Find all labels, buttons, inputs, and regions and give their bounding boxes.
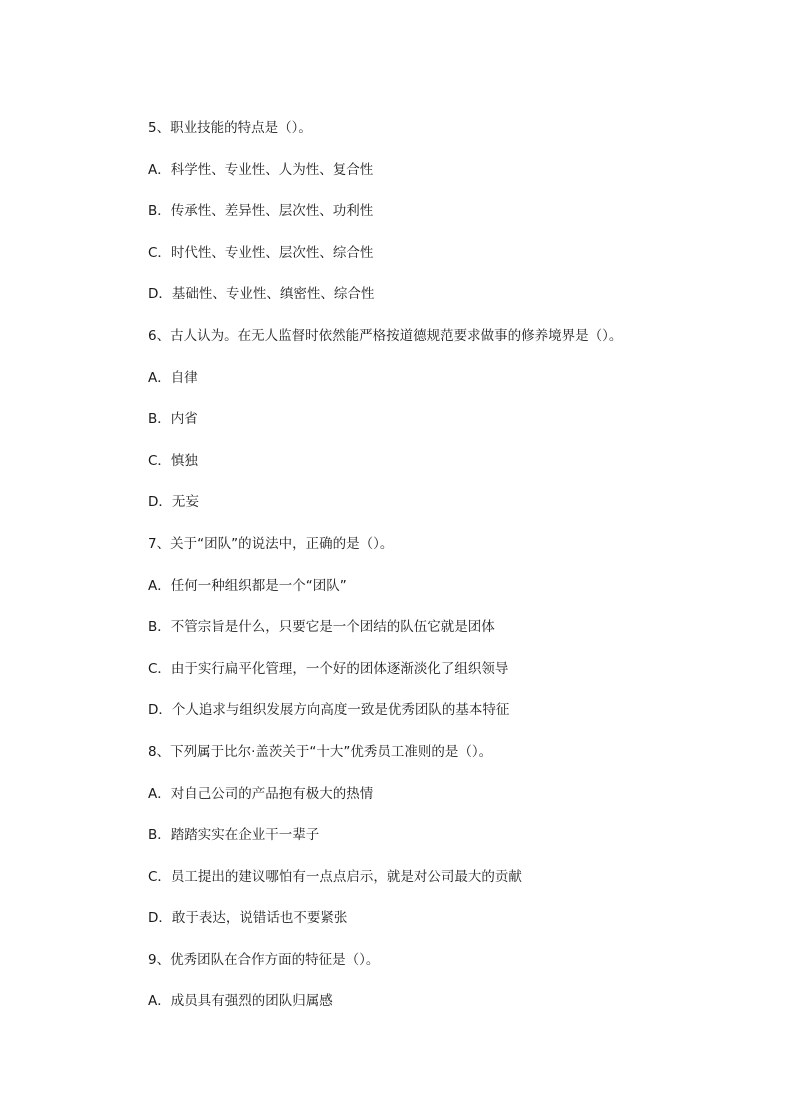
- question-6-option-a: A．自律: [148, 369, 198, 386]
- question-8-option-a: A．对自己公司的产品抱有极大的热情: [148, 785, 374, 802]
- question-7-stem: 7、关于“团队”的说法中，正确的是（）。: [148, 535, 394, 552]
- question-6-stem: 6、古人认为。在无人监督时依然能严格按道德规范要求做事的修养境界是（）。: [148, 327, 623, 344]
- question-5-stem: 5、职业技能的特点是（）。: [148, 120, 312, 136]
- question-8-option-b: B．踏踏实实在企业干一辈子: [148, 827, 320, 844]
- question-5-option-a: A．科学性、专业性、人为性、复合性: [148, 161, 374, 178]
- question-6-option-b: B．内省: [148, 411, 198, 428]
- question-5-option-b: B．传承性、差异性、层次性、功利性: [148, 203, 374, 220]
- question-6-option-c: C．慎独: [148, 452, 198, 469]
- question-7-option-a: A．任何一种组织都是一个“团队”: [148, 577, 347, 594]
- question-9-stem: 9、优秀团队在合作方面的特征是（）。: [148, 951, 380, 968]
- question-7-option-d: D．个人追求与组织发展方向高度一致是优秀团队的基本特征: [148, 702, 510, 719]
- question-8-option-d: D．敢于表达，说错话也不要紧张: [148, 910, 348, 927]
- question-5-option-d: D．基础性、专业性、缜密性、综合性: [148, 286, 375, 303]
- question-8-option-c: C．员工提出的建议哪怕有一点点启示，就是对公司最大的贡献: [148, 868, 522, 885]
- question-7-option-b: B．不管宗旨是什么，只要它是一个团结的队伍它就是团体: [148, 619, 495, 636]
- question-8-stem: 8、下列属于比尔·盖茨关于“十大”优秀员工准则的是（）。: [148, 743, 493, 760]
- question-9-option-a: A．成员具有强烈的团队归属感: [148, 993, 333, 1010]
- question-list: [148, 118, 768, 1033]
- question-5-option-c: C．时代性、专业性、层次性、综合性: [148, 244, 374, 261]
- question-6-option-d: D．无妄: [148, 494, 199, 511]
- question-7-option-c: C．由于实行扁平化管理，一个好的团体逐渐淡化了组织领导: [148, 660, 509, 677]
